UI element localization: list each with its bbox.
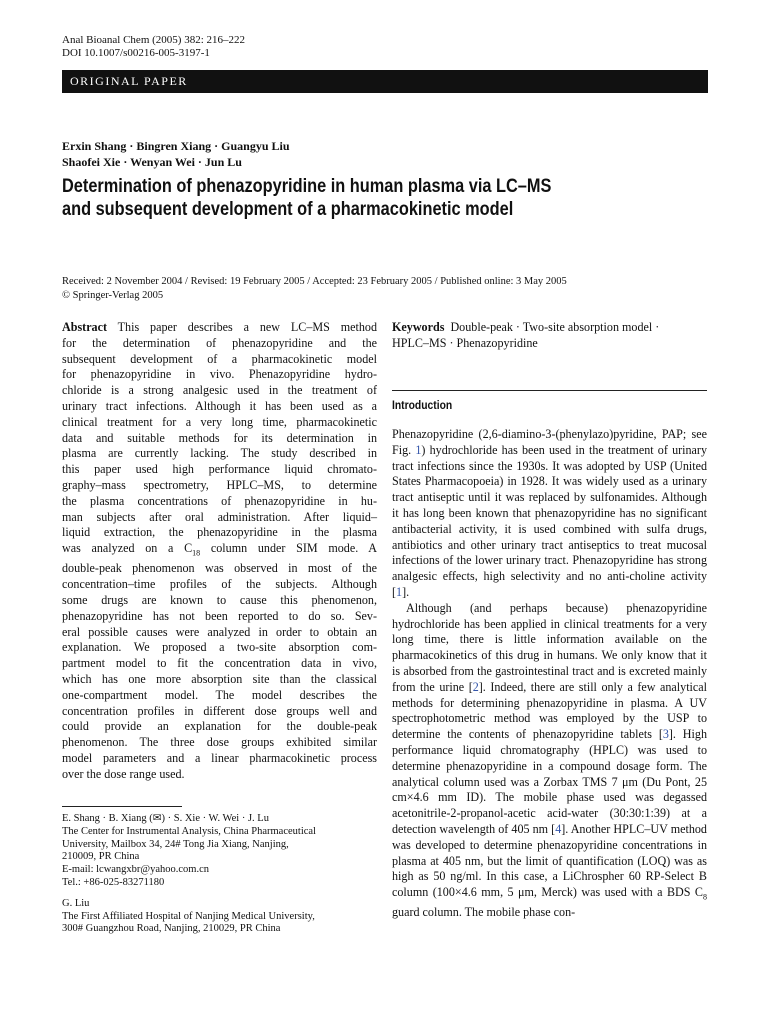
introduction-heading: Introduction <box>392 398 453 412</box>
footnote-rule <box>62 806 182 807</box>
copyright-notice: © Springer-Verlag 2005 <box>62 290 164 301</box>
paragraph: Although (and perhaps because) phenazopyridine hydrochloride has been applied in clinical treatments for a very long time, there is little information available on the pharmacokinetics of this drug in humans. We only know that it is absorbed from the gastrointestinal tract and is excreted mainly from the urine [2]. Indeed, there are still only a few analytical methods for determining phenazopyridine in plasma. A UV spectrophotometric method was employed by the USP to determine the contents of phenazopyridine tablets [3]. High performance liquid chromatography (HPLC) was used to determine phenazopyridine in a compound dosage form. The analytical column used was a Zorbax TMS 7 μm (Du Pont, 25 cm×4.6 mm ID). The mobile phase used was degassed acetonitrile-2-propanol-acetic acid-water (30:30:1:39) at a detection wavelength of 405 nm [4]. Another HPLC–UV method was developed to determine phenazopyridine concentrations in plasma at 405 nm, but the limit of quantification (LOQ) was as high as 50 ng/ml. In this case, a LiChrospher 60 RP-Select B column (100×4.6 mm, 5 μm, Merck) was used with a BDS $C_8$ guard column. The mobile phase con- <box>392 600 708 920</box>
abstract-line: for phenazopyridine in vivo. Phenazopyridine hydro- <box>62 367 377 382</box>
journal-citation-block <box>62 34 245 60</box>
title-line: and subsequent development of a pharmacokinetic model <box>62 199 514 220</box>
abstract-line: this paper used high performance liquid chromato- <box>62 462 377 477</box>
article-type-banner: ORIGINAL PAPER <box>62 70 708 93</box>
citation-link[interactable]: 3 <box>662 727 669 742</box>
abstract-line: some drugs are known to cause this phenomenon, <box>62 592 377 607</box>
abstract-line: could provide an explanation for the double-peak <box>62 719 377 734</box>
keywords-line: Double-peak · Two-site absorption model · <box>450 320 660 334</box>
abstract-line: model parameters and a linear pharmacokinetic process <box>62 750 377 765</box>
author-line: Erxin Shang · Bingren Xiang · Guangyu Liu <box>62 139 290 153</box>
abstract <box>62 320 377 783</box>
abstract-line: plasma are currently lacking. The study described in <box>62 446 377 461</box>
abstract-line: eral possible causes were analyzed in order to obtain an <box>62 624 377 639</box>
abstract-line: one-compartment model. The model describes the <box>62 687 377 702</box>
abstract-line: urinary tract infections. Although it has been used as a <box>62 398 377 413</box>
affiliation-email: E-mail: lcwangxbr@yahoo.com.cn <box>62 864 209 876</box>
abstract-line: which has one more absorption site than the classical <box>62 671 377 686</box>
affiliation-line: 210009, PR China <box>62 851 140 863</box>
abstract-line: phenazopyridine has not been reported to do so. Sev- <box>62 608 377 623</box>
abstract-line: concentration profiles in different dose groups well and <box>62 703 377 718</box>
abstract-line: partment model to fit the concentration data in vivo, <box>62 656 377 671</box>
abstract-line: chloride is a strong analgesic used in the treatment of <box>62 383 377 398</box>
abstract-line: Abstract This paper describes a new LC–MS method <box>62 320 377 334</box>
publication-history <box>62 275 567 303</box>
citation-link[interactable]: 1 <box>396 584 403 599</box>
citation-link[interactable]: 1 <box>415 442 422 457</box>
affiliation-block <box>62 813 377 936</box>
affiliation-line: G. Liu <box>62 897 90 909</box>
affiliation-line: The First Affiliated Hospital of Nanjing Medical University, <box>62 910 315 922</box>
affiliation-line: University, Mailbox 34, 24# Tong Jia Xiang, Nanjing, <box>62 838 289 850</box>
citation-link[interactable]: 4 <box>555 821 562 836</box>
abstract-line: phenomenon. The three dose groups exhibited similar <box>62 735 377 750</box>
abstract-line: subsequent development of a pharmacokinetic model <box>62 351 377 366</box>
journal-doi: DOI 10.1007/s00216-005-3197-1 <box>62 47 210 59</box>
abstract-line: for the determination of phenazopyridine and the <box>62 335 377 350</box>
citation-link[interactable]: 2 <box>472 679 479 694</box>
subscript: 8 <box>703 892 707 902</box>
section-rule <box>392 390 707 391</box>
date-history: Received: 2 November 2004 / Revised: 19 February 2005 / Accepted: 23 February 2005 / Published online: 3 May 2005 <box>62 276 567 287</box>
abstract-line: data and suitable methods for its determination in <box>62 430 377 445</box>
abstract-line: man subjects after oral administration. After liquid– <box>62 509 377 524</box>
abstract-line: concentration–time profiles of the subjects. Although <box>62 577 377 592</box>
title-line: Determination of phenazopyridine in human plasma via LC–MS <box>62 176 552 197</box>
abstract-label: Abstract <box>62 320 108 334</box>
author-list <box>62 138 290 170</box>
subscript: 18 <box>192 548 201 558</box>
introduction-body <box>392 427 707 921</box>
abstract-line: liquid extraction, the phenazopyridine in the plasma <box>62 525 377 540</box>
abstract-line: clinical treatment for a very long time, pharmacokinetic <box>62 414 377 429</box>
author-line: Shaofei Xie · Wenyan Wei · Jun Lu <box>62 155 242 169</box>
paper-title <box>62 175 612 221</box>
journal-citation: Anal Bioanal Chem (2005) 382: 216–222 <box>62 34 246 46</box>
keywords-line: HPLC–MS · Phenazopyridine <box>392 335 538 350</box>
affiliation-phone: Tel.: +86-025-83271180 <box>62 876 165 888</box>
abstract-line: the plasma concentrations of phenazopyridine in hu- <box>62 493 377 508</box>
paragraph: Phenazopyridine (2,6-diamino-3-(phenylazo)pyridine, PAP; see Fig. 1) hydrochloride has been used in the treatment of urinary tract infections since the 1930s. It was adopted by USP (United States Pharmacopoeia) in 1928. It was widely used as a urinary tract antiseptic until it was replaced by sulfonamides. Although it has long been known that phenazopyridine has no significant antibacterial activity, it is used combined with sulfa drugs, antibiotics and other urinary tract antiseptics to treat mucosal infections of the lower urinary tract. Phenazopyridine has strong analgesic effects, high selectivity and no anti-choline activity [1]. <box>392 427 707 599</box>
affiliation-line: 300# Guangzhou Road, Nanjing, 210029, PR China <box>62 923 281 935</box>
abstract-line: explanation. We proposed a two-site absorption com- <box>62 640 377 655</box>
abstract-line: double-peak phenomenon was observed in most of the <box>62 561 377 576</box>
keywords-label: Keywords <box>392 320 445 334</box>
keywords <box>392 320 707 352</box>
affiliation-line: The Center for Instrumental Analysis, China Pharmaceutical <box>62 825 316 837</box>
abstract-line: over the dose range used. <box>62 766 185 781</box>
affiliation-line: E. Shang · B. Xiang (✉) · S. Xie · W. Wei · J. Lu <box>62 813 269 824</box>
abstract-line: graphy–mass spectrometry, HPLC–MS, to determine <box>62 477 377 492</box>
abstract-line: was analyzed on a $C_{18}$ column under SIM mode. A <box>62 541 377 558</box>
